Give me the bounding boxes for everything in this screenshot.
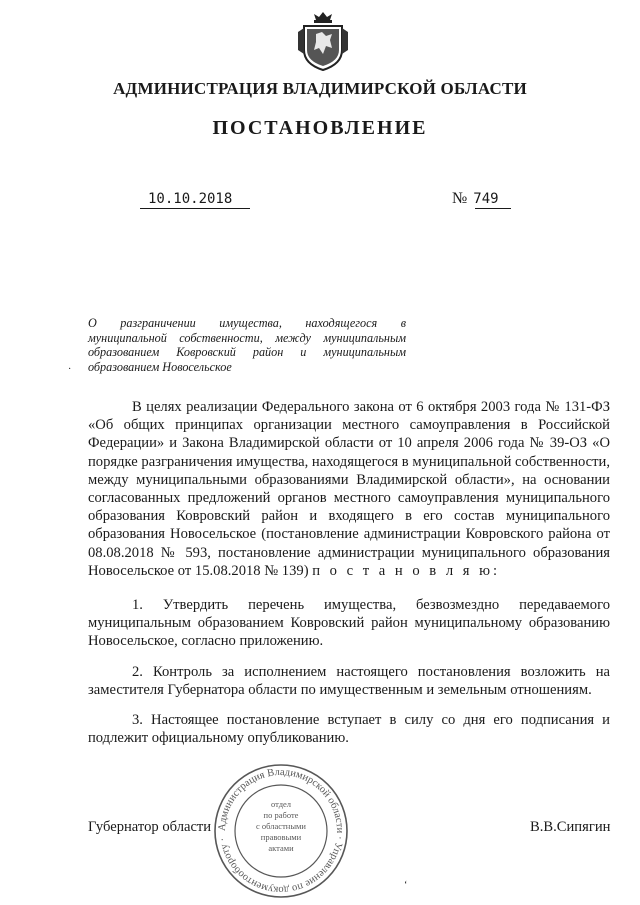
list-item: 1. Утвердить перечень имущества, безвозмездно передаваемого муниципальным образованием Ковровский район муниципальному образованию Новосельское, согласно приложению. bbox=[88, 597, 610, 650]
stamp-ring-text: Администрация Владимирской области · Управление по документообороту · bbox=[216, 766, 346, 896]
signatory-name: В.В.Сипягин bbox=[530, 819, 611, 835]
margin-mark: · bbox=[68, 364, 72, 375]
coat-of-arms-icon bbox=[296, 10, 350, 72]
document-number bbox=[452, 190, 499, 208]
number-sign: № bbox=[452, 190, 468, 207]
margin-mark: ‘ bbox=[404, 880, 408, 891]
stamp-line: по работе bbox=[263, 810, 299, 820]
signatory-title: Губернатор области bbox=[88, 819, 212, 835]
date-underline bbox=[140, 208, 250, 209]
resolve-word: п о с т а н о в л я ю: bbox=[312, 562, 501, 579]
list-item: 2. Контроль за исполнением настоящего постановления возложить на заместителя Губернатора области по имущественным и земельным отношениям. bbox=[88, 663, 610, 698]
number-value: 749 bbox=[473, 191, 499, 207]
list-item: 3. Настоящее постановление вступает в силу со дня его подписания и подлежит официальному опубликованию. bbox=[88, 712, 610, 747]
stamp-line: правовыми bbox=[260, 832, 302, 842]
stamp-line: с областными bbox=[256, 821, 306, 831]
document-date: 10.10.2018 bbox=[148, 191, 233, 207]
stamp-line: отдел bbox=[270, 799, 292, 809]
stamp-line: актами bbox=[268, 843, 294, 853]
document-stamp bbox=[212, 762, 350, 900]
document-type-title: ПОСТАНОВЛЕНИЕ bbox=[212, 117, 428, 139]
document-subject: О разграничении имущества, находящегося в муниципальной собственности, между муниципальным образованием Ковровский район и муниципальным образованием Новосельское bbox=[88, 316, 406, 374]
preamble-text: В целях реализации Федерального закона от 6 октября 2003 года № 131-ФЗ «Об общих принципах организации местного самоуправления в Российской Федерации» и Закона Владимирской области от 10 апреля 2006 года № 39-ОЗ «О порядке разграничения имущества, находящегося в муниципальной собственности, между муниципальными образованиями Владимирской области», на основании согласованных предложений органов местного самоуправления муниципального образования Ковровский район и входящего в его состав муниципального образования Новосельское (постановление администрации Ковровского района от 08.08.2018 № 593, постановление администрации муниципального образования Новосельское от 15.08.2018 № 139) bbox=[88, 399, 610, 579]
document-body bbox=[88, 398, 610, 759]
number-underline bbox=[475, 208, 511, 209]
organization-name: АДМИНИСТРАЦИЯ ВЛАДИМИРСКОЙ ОБЛАСТИ bbox=[113, 79, 527, 98]
preamble-paragraph bbox=[88, 398, 610, 580]
